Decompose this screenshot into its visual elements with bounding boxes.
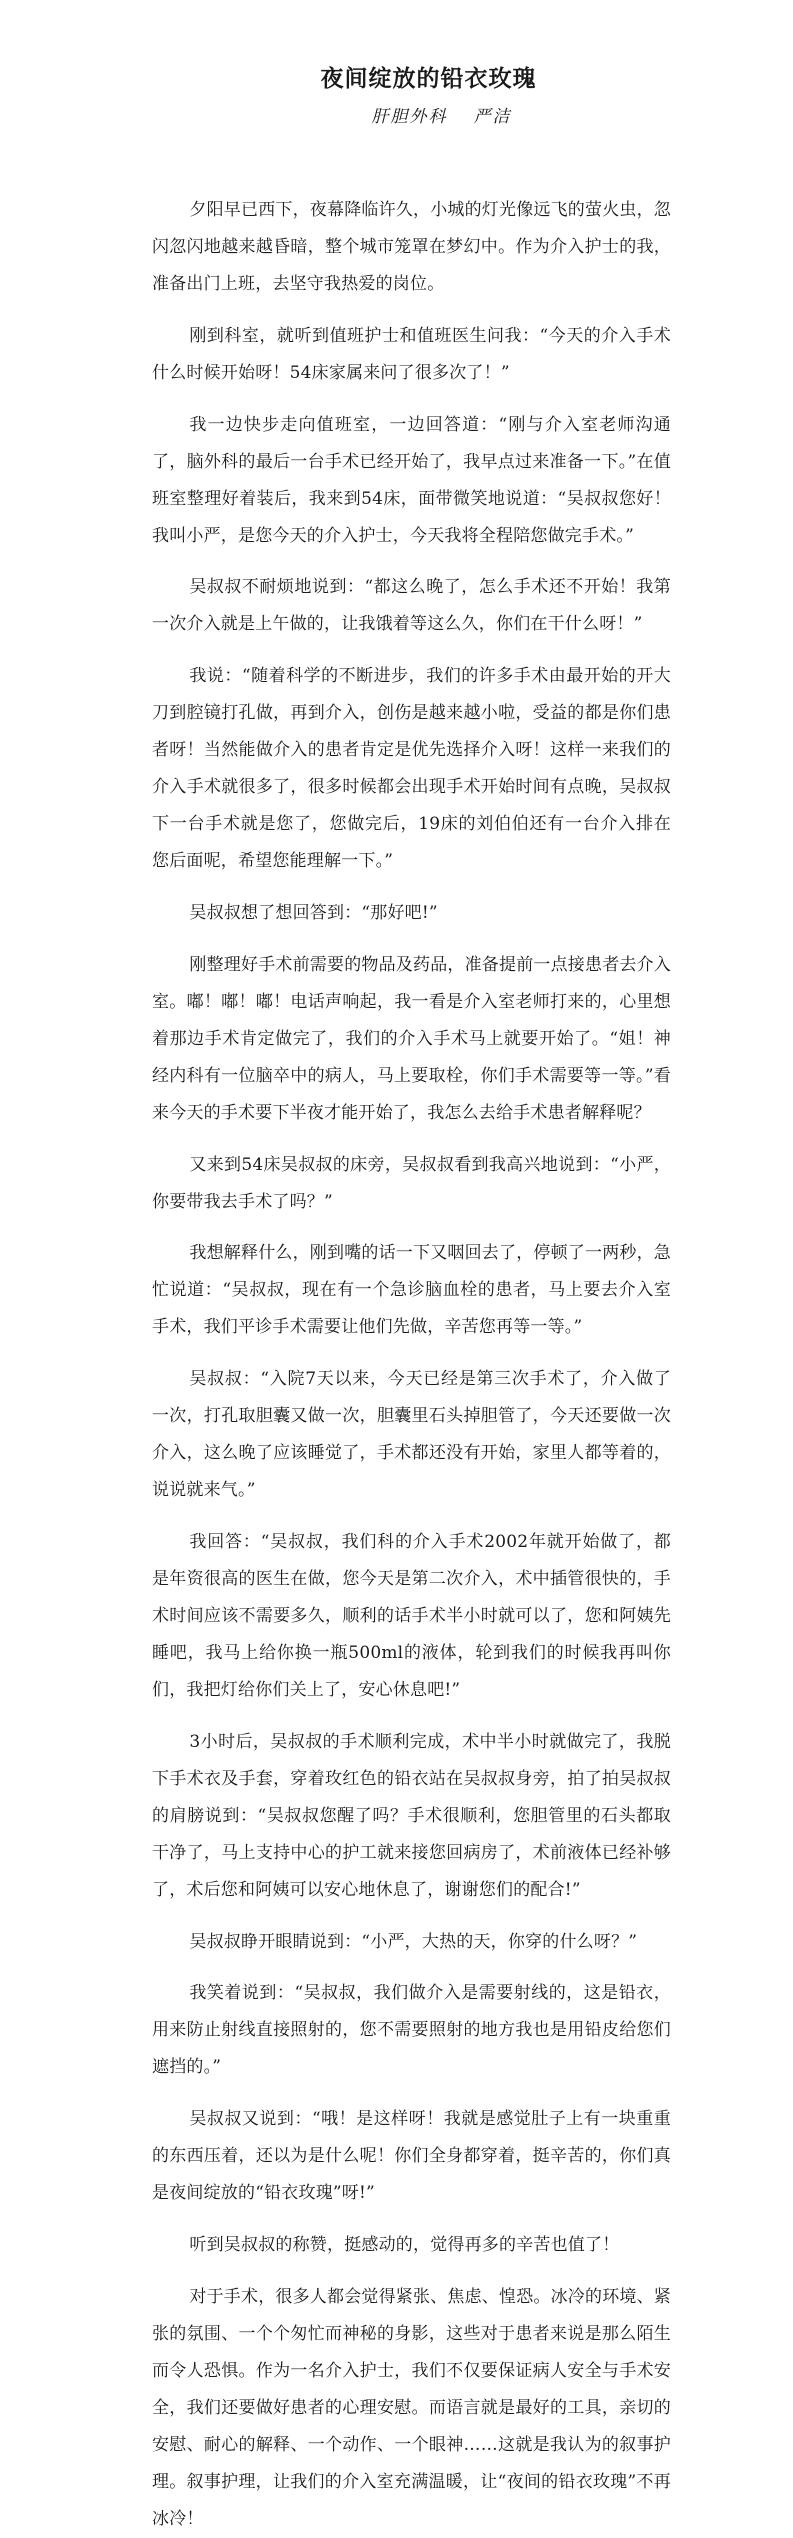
author-name: 严洁 <box>473 107 512 127</box>
article-body <box>152 192 671 2538</box>
article-byline <box>152 104 671 130</box>
author-department: 肝胆外科 <box>371 107 448 127</box>
paragraph: 刚到科室，就听到值班护士和值班医生问我：“今天的介入手术什么时候开始呀！54床家属来问了很多次了！” <box>152 325 671 383</box>
paragraph: 吴叔叔又说到：“哦！是这样呀！我就是感觉肚子上有一块重重的东西压着，还以为是什么呢！你们全身都穿着，挺辛苦的，你们真是夜间绽放的“铅衣玫瑰”呀!” <box>152 2109 671 2204</box>
paragraph: 我笑着说到：“吴叔叔，我们做介入是需要射线的，这是铅衣，用来防止射线直接照射的，您不需要照射的地方我也是用铅皮给您们遮挡的。” <box>152 1983 671 2078</box>
paragraph: 夕阳早已西下，夜幕降临许久，小城的灯光像远飞的萤火虫，忽闪忽闪地越来越昏暗，整个城市笼罩在梦幻中。作为介入护士的我，准备出门上班，去坚守我热爱的岗位。 <box>152 200 671 294</box>
paragraph: 我一边快步走向值班室，一边回答道：“刚与介入室老师沟通了，脑外科的最后一台手术已经开始了，我早点过来准备一下。”在值班室整理好着装后，我来到54床，面带微笑地说道：“吴叔叔您好！我叫小严，是您今天的介入护士，今天我将全程陪您做完手术。” <box>152 414 671 546</box>
paragraph: 我说：“随着科学的不断进步，我们的许多手术由最开始的开大刀到腔镜打孔做，再到介入，创伤是越来越小啦，受益的都是你们患者呀！当然能做介入的患者肯定是优先选择介入呀！这样一来我们的介入手术就很多了，很多时候都会出现手术开始时间有点晚，吴叔叔下一台手术就是您了，您做完后，19床的刘伯伯还有一台介入排在您后面呢，希望您能理解一下。” <box>152 666 671 872</box>
article-title: 夜间绽放的铅衣玫瑰 <box>320 65 537 92</box>
paragraph: 吴叔叔不耐烦地说到：“都这么晚了，怎么手术还不开始！我第一次介入就是上午做的，让我饿着等这么久，你们在干什么呀！” <box>152 577 671 635</box>
paragraph: 我想解释什么，刚到嘴的话一下又咽回去了，停顿了一两秒，急忙说道：“吴叔叔，现在有一个急诊脑血栓的患者，马上要去介入室手术，我们平诊手术需要让他们先做，辛苦您再等一等。” <box>152 1243 671 1338</box>
paragraph: 对于手术，很多人都会觉得紧张、焦虑、惶恐。冰冷的环境、紧张的氛围、一个个匆忙而神秘的身影，这些对于患者来说是那么陌生而令人恐惧。作为一名介入护士，我们不仅要保证病人安全与手术安全，我们还要做好患者的心理安慰。而语言就是最好的工具，亲切的安慰、耐心的解释、一个动作、一个眼神……这就是我认为的叙事护理。叙事护理，让我们的介入室充满温暖，让“夜间的铅衣玫瑰”不再冰冷！ <box>152 2286 671 2529</box>
paragraph: 又来到54床吴叔叔的床旁，吴叔叔看到我高兴地说到：“小严，你要带我去手术了吗？” <box>152 1154 671 1212</box>
paragraph: 刚整理好手术前需要的物品及药品，准备提前一点接患者去介入室。嘟！嘟！嘟！电话声响起，我一看是介入室老师打来的，心里想着那边手术肯定做完了，我们的介入手术马上就要开始了。“姐！神经内科有一位脑卒中的病人，马上要取栓，你们手术需要等一等。”看来今天的手术要下半夜才能开始了，我怎么去给手术患者解释呢？ <box>152 954 671 1123</box>
paragraph: 吴叔叔睁开眼睛说到：“小严，大热的天，你穿的什么呀？” <box>189 1931 638 1952</box>
paragraph: 听到吴叔叔的称赞，挺感动的，觉得再多的辛苦也值了！ <box>189 2234 620 2255</box>
paragraph: 3小时后，吴叔叔的手术顺利完成，术中半小时就做完了，我脱下手术衣及手套，穿着玫红色的铅衣站在吴叔叔身旁，拍了拍吴叔叔的肩膀说到：“吴叔叔您醒了吗？手术很顺利，您胆管里的石头都取干净了，马上支持中心的护工就来接您回病房了，术前液体已经补够了，术后您和阿姨可以安心地休息了，谢谢您们的配合!” <box>152 1731 671 1900</box>
paragraph: 吴叔叔想了想回答到：“那好吧!” <box>189 902 438 923</box>
paragraph: 吴叔叔：“入院7天以来，今天已经是第三次手术了，介入做了一次，打孔取胆囊又做一次，胆囊里石头掉胆管了，今天还要做一次介入，这么晚了应该睡觉了，手术都还没有开始，家里人都等着的，说说就来气。” <box>152 1369 671 1501</box>
paragraph: 我回答：“吴叔叔，我们科的介入手术2002年就开始做了，都是年资很高的医生在做，您今天是第二次介入，术中插管很快的，手术时间应该不需要多久，顺利的话手术半小时就可以了，您和阿姨先睡吧，我马上给你换一瓶500ml的液体，轮到我们的时候我再叫你们，我把灯给你们关上了，安心休息吧!” <box>152 1531 671 1700</box>
